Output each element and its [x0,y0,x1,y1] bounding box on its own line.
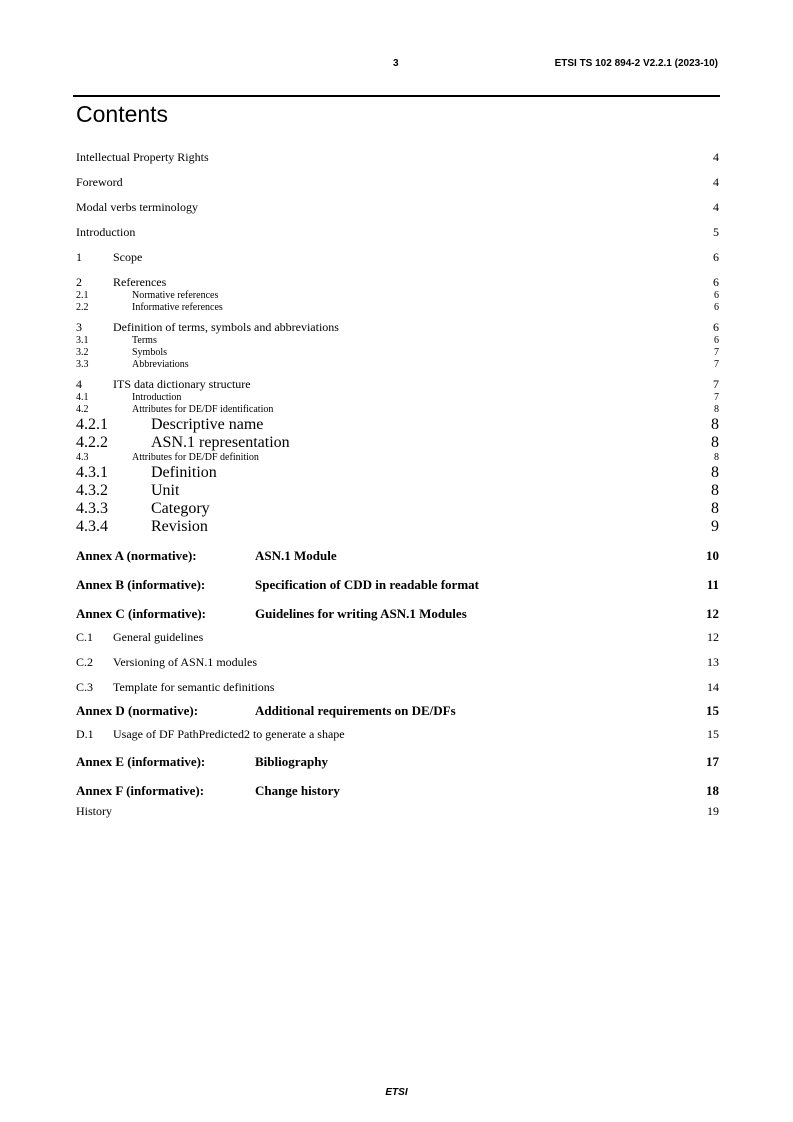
toc-entry-title: Definition [151,464,217,481]
toc-entry-page: 17 [706,754,719,769]
toc-entry-title: ASN.1 representation [151,434,290,451]
toc-entry-page: 7 [714,347,719,358]
toc-entry-title: Terms [132,335,157,346]
footer-etsi: ETSI [385,1087,408,1098]
toc-entry[interactable] [76,727,719,742]
toc-entry[interactable] [76,302,719,314]
toc-entry[interactable] [76,225,719,240]
toc-entry-page: 6 [714,335,719,346]
toc-entry-number: Annex A (normative): [76,548,197,563]
toc-entry-page: 13 [707,655,719,669]
toc-entry[interactable] [76,275,719,290]
toc-entry-page: 9 [711,518,719,535]
toc-entry[interactable] [76,320,719,335]
toc-entry[interactable] [76,434,719,452]
toc-entry-page: 4 [713,200,719,214]
toc-entry-title: Symbols [132,347,168,358]
toc-entry[interactable] [76,416,719,434]
toc-entry-title: Specification of CDD in readable format [255,577,479,592]
toc-entry[interactable] [76,392,719,404]
toc-entry-number: 4.3.4 [76,518,108,535]
toc-entry[interactable] [76,290,719,302]
toc-entry-title: Versioning of ASN.1 modules [113,655,257,669]
toc-entry[interactable] [76,359,719,371]
toc-entry-number: 4.3.1 [76,464,108,481]
toc-entry-number: Annex B (informative): [76,577,206,592]
toc-entry-title: Attributes for DE/DF definition [132,452,259,463]
toc-entry-page: 15 [706,703,719,718]
toc-entry-title: Introduction [76,225,136,239]
toc-entry-title: Foreword [76,175,123,189]
page-title: Contents [76,101,169,127]
toc-entry-number: Annex D (normative): [76,703,199,718]
toc-entry-number: 4 [76,377,82,391]
toc-entry-title: Bibliography [255,754,328,769]
toc-entry-title: Usage of DF PathPredicted2 to generate a shape [113,727,345,741]
toc-entry[interactable] [76,377,719,392]
toc-entry-title: General guidelines [113,630,204,644]
toc-entry-page: 5 [713,225,719,239]
toc-entry[interactable] [76,200,719,215]
toc-entry-page: 18 [706,783,719,798]
toc-entry-title: Attributes for DE/DF identification [132,404,274,415]
toc-entry-number: Annex E (informative): [76,754,206,769]
toc-entry-number: 4.3 [76,452,89,463]
toc-entry-number: 4.1 [76,392,89,403]
toc-entry-page: 4 [713,175,719,189]
toc-entry-title: References [113,275,167,289]
toc-entry-title: Scope [113,250,143,264]
toc-entry-number: 2.1 [76,290,89,301]
toc-entry[interactable] [76,703,719,719]
toc-entry[interactable] [76,175,719,190]
toc-entry-number: 1 [76,250,82,264]
toc-entry-page: 6 [714,290,719,301]
toc-entry-number: 4.2 [76,404,89,415]
toc-entry-page: 12 [707,630,719,644]
toc-entry-title: Template for semantic definitions [113,680,275,694]
toc-entry[interactable] [76,783,719,799]
toc-entry-page: 7 [714,359,719,370]
toc-entry-number: 4.2.2 [76,434,108,451]
toc-entry[interactable] [76,335,719,347]
toc-entry-number: 4.3.2 [76,482,108,499]
toc-entry[interactable] [76,250,719,265]
toc-entry-title: Modal verbs terminology [76,200,198,214]
toc-entry-page: 6 [713,250,719,264]
toc-entry-page: 6 [714,302,719,313]
toc-entry[interactable] [76,577,719,593]
toc-entry-page: 14 [707,680,719,694]
toc-entry[interactable] [76,452,719,464]
table-of-contents [76,150,719,819]
toc-entry-number: D.1 [76,727,94,741]
toc-entry-page: 19 [707,804,719,818]
toc-entry[interactable] [76,754,719,770]
toc-entry-number: Annex C (informative): [76,606,206,621]
toc-entry-title: Descriptive name [151,416,264,433]
toc-entry-title: Introduction [132,392,182,403]
toc-entry-page: 4 [713,150,719,164]
toc-entry[interactable] [76,482,719,500]
toc-entry-number: Annex F (informative): [76,783,205,798]
toc-entry-page: 8 [711,434,719,451]
document-reference: ETSI TS 102 894-2 V2.2.1 (2023-10) [554,58,718,69]
toc-entry-number: C.3 [76,680,94,694]
toc-entry-page: 10 [706,548,719,563]
toc-entry[interactable] [76,655,719,670]
toc-entry-title: ITS data dictionary structure [113,377,251,391]
toc-entry[interactable] [76,606,719,622]
toc-entry[interactable] [76,404,719,416]
toc-entry-number: 3.2 [76,347,89,358]
toc-entry-page: 6 [713,320,719,334]
toc-entry[interactable] [76,518,719,536]
toc-entry-number: 4.3.3 [76,500,108,517]
toc-entry[interactable] [76,630,719,645]
toc-entry-number: 3.1 [76,335,89,346]
toc-entry[interactable] [76,680,719,695]
toc-entry-title: Unit [151,482,180,499]
toc-entry-page: 8 [714,452,719,463]
toc-entry-title: Revision [151,518,208,535]
toc-entry[interactable] [76,150,719,165]
toc-entry-title: Abbreviations [132,359,189,370]
toc-entry-page: 8 [711,482,719,499]
toc-entry[interactable] [76,548,719,564]
toc-entry[interactable] [76,464,719,482]
toc-entry[interactable] [76,347,719,359]
toc-entry-page: 8 [711,464,719,481]
toc-entry-page: 8 [714,404,719,415]
toc-entry-title: Guidelines for writing ASN.1 Modules [255,606,467,621]
toc-entry-page: 8 [711,416,719,433]
toc-entry-number: 3.3 [76,359,89,370]
toc-entry-title: Category [151,500,210,517]
toc-entry-title: Additional requirements on DE/DFs [255,703,456,718]
toc-entry-title: Change history [255,783,340,798]
page-number: 3 [393,58,399,69]
toc-entry-page: 7 [713,377,719,391]
toc-entry-title: Informative references [132,302,223,313]
toc-entry[interactable] [76,804,719,819]
toc-entry-title: Intellectual Property Rights [76,150,209,164]
toc-entry-number: 2.2 [76,302,89,313]
toc-entry-page: 11 [706,577,719,592]
header-rule [73,95,720,97]
toc-entry-number: C.2 [76,655,94,669]
toc-entry[interactable] [76,500,719,518]
toc-entry-page: 7 [714,392,719,403]
toc-entry-title: ASN.1 Module [255,548,337,563]
toc-entry-title: Normative references [132,290,219,301]
toc-entry-page: 6 [713,275,719,289]
toc-entry-number: 4.2.1 [76,416,108,433]
toc-entry-number: 3 [76,320,82,334]
toc-entry-page: 15 [707,727,719,741]
toc-entry-page: 8 [711,500,719,517]
toc-entry-page: 12 [706,606,719,621]
toc-entry-number: 2 [76,275,82,289]
toc-entry-number: C.1 [76,630,94,644]
toc-entry-title: History [76,804,112,818]
toc-entry-title: Definition of terms, symbols and abbreviations [113,320,339,334]
